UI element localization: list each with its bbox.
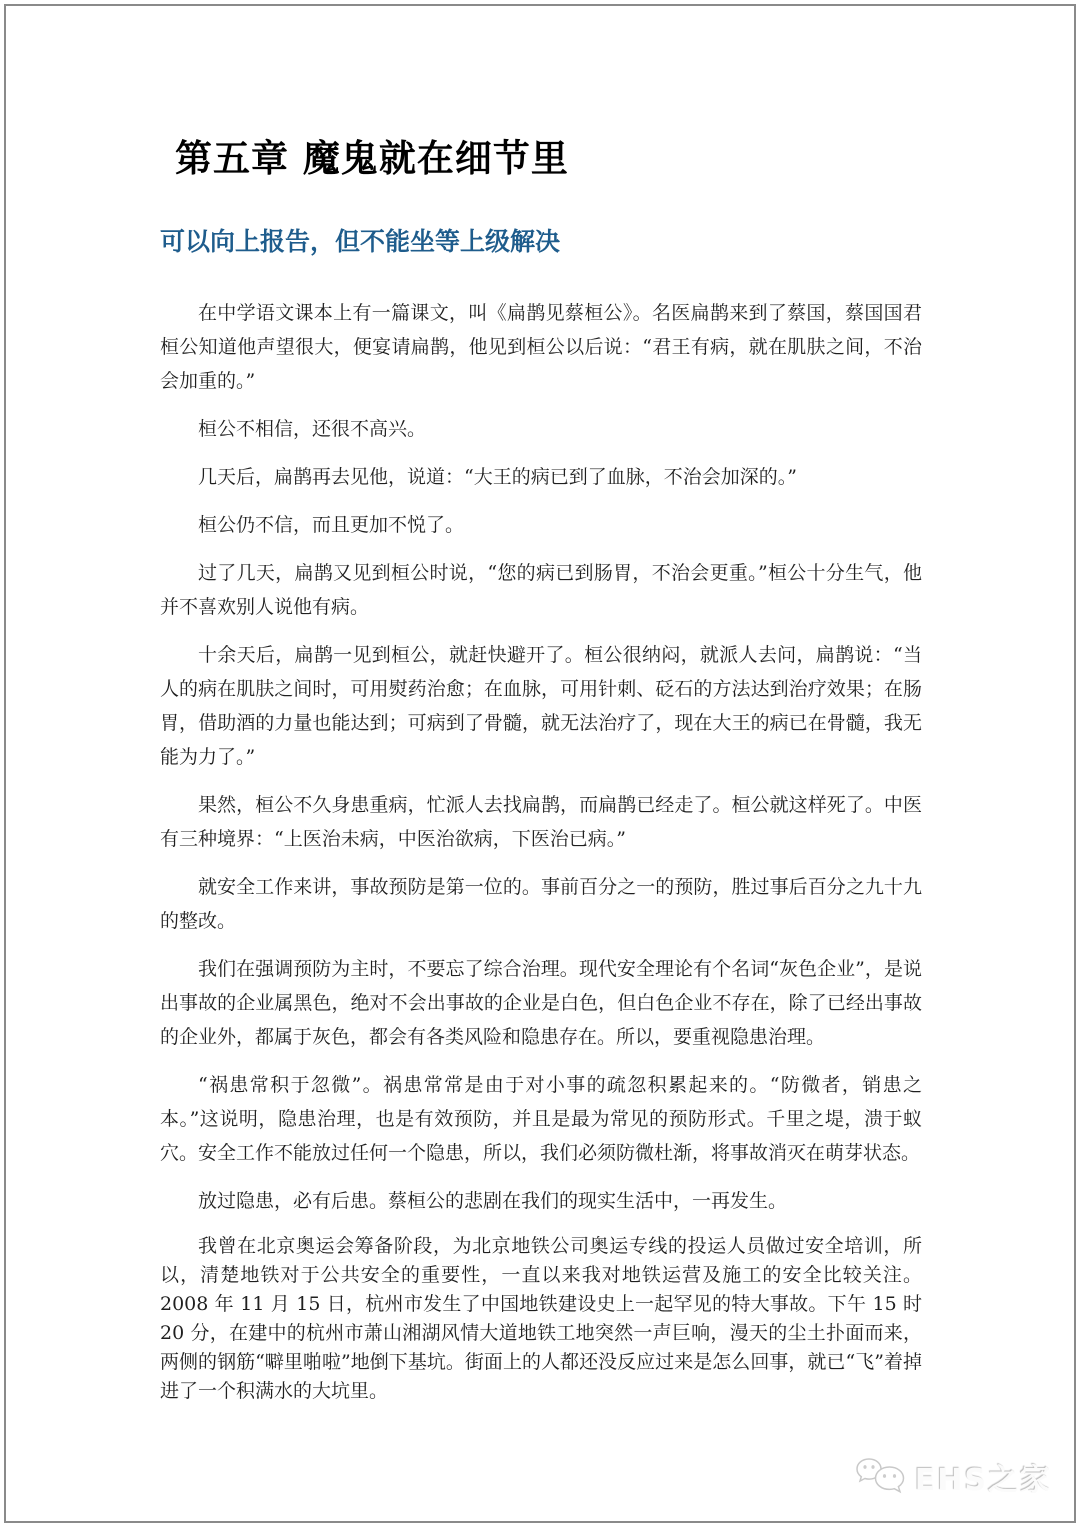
paragraph: 我曾在北京奥运会筹备阶段，为北京地铁公司奥运专线的投运人员做过安全培训，所以，清楚地铁对于公共安全的重要性，一直以来我对地铁运营及施工的安全比较关注。2008 年 11 月 15 日，杭州市发生了中国地铁建设史上一起罕见的特大事故。下午 15 时 20 分，在建中的杭州市萧山湘湖风情大道地铁工地突然一声巨响，漫天的尘土扑面而来，两侧的钢筋“噼里啪啦”地倒下基坑。街面上的人都还没反应过来是怎么回事，就已“飞”着掉进了一个积满水的大坑里。 <box>160 1235 922 1402</box>
page-content <box>160 136 922 1406</box>
paragraph: 桓公不相信，还很不高兴。 <box>198 418 427 440</box>
paragraph: 十余天后，扁鹊一见到桓公，就赶快避开了。桓公很纳闷，就派人去问，扁鹊说：“当人的病在肌肤之间时，可用熨药治愈；在血脉，可用针刺、砭石的方法达到治疗效果；在肠胃，借助酒的力量也能达到；可病到了骨髓，就无法治疗了，现在大王的病已在骨髓，我无能为力了。” <box>160 644 922 768</box>
paragraph: 在中学语文课本上有一篇课文，叫《扁鹊见蔡桓公》。名医扁鹊来到了蔡国，蔡国国君桓公知道他声望很大，便宴请扁鹊，他见到桓公以后说：“君王有病，就在肌肤之间，不治会加重的。” <box>160 302 922 392</box>
paragraph: “祸患常积于忽微”。祸患常常是由于对小事的疏忽积累起来的。“防微者，销患之本。”这说明，隐患治理，也是有效预防，并且是最为常见的预防形式。千里之堤，溃于蚁穴。安全工作不能放过任何一个隐患，所以，我们必须防微杜渐，将事故消灭在萌芽状态。 <box>160 1074 922 1164</box>
paragraph: 果然，桓公不久身患重病，忙派人去找扁鹊，而扁鹊已经走了。桓公就这样死了。中医有三种境界：“上医治未病，中医治欲病，下医治已病。” <box>160 794 922 850</box>
body-paragraphs <box>160 296 922 1406</box>
paragraph: 几天后，扁鹊再去见他，说道：“大王的病已到了血脉，不治会加深的。” <box>198 466 797 488</box>
paragraph: 过了几天，扁鹊又见到桓公时说，“您的病已到肠胃，不治会更重。”桓公十分生气，他并不喜欢别人说他有病。 <box>160 562 922 618</box>
chapter-title: 第五章 魔鬼就在细节里 <box>175 137 569 180</box>
wechat-icon <box>855 1455 907 1499</box>
watermark-label: EHS之家 <box>914 1463 1052 1498</box>
paragraph: 桓公仍不信，而且更加不悦了。 <box>198 514 465 536</box>
paragraph: 放过隐患，必有后患。蔡桓公的悲剧在我们的现实生活中，一再发生。 <box>198 1190 788 1212</box>
paragraph: 就安全工作来讲，事故预防是第一位的。事前百分之一的预防，胜过事后百分之九十九的整改。 <box>160 876 922 932</box>
section-heading: 可以向上报告，但不能坐等上级解决 <box>160 227 561 256</box>
paragraph: 我们在强调预防为主时，不要忘了综合治理。现代安全理论有个名词“灰色企业”，是说出事故的企业属黑色，绝对不会出事故的企业是白色，但白色企业不存在，除了已经出事故的企业外，都属于灰色，都会有各类风险和隐患存在。所以，要重视隐患治理。 <box>160 958 922 1048</box>
watermark <box>855 1455 1052 1499</box>
